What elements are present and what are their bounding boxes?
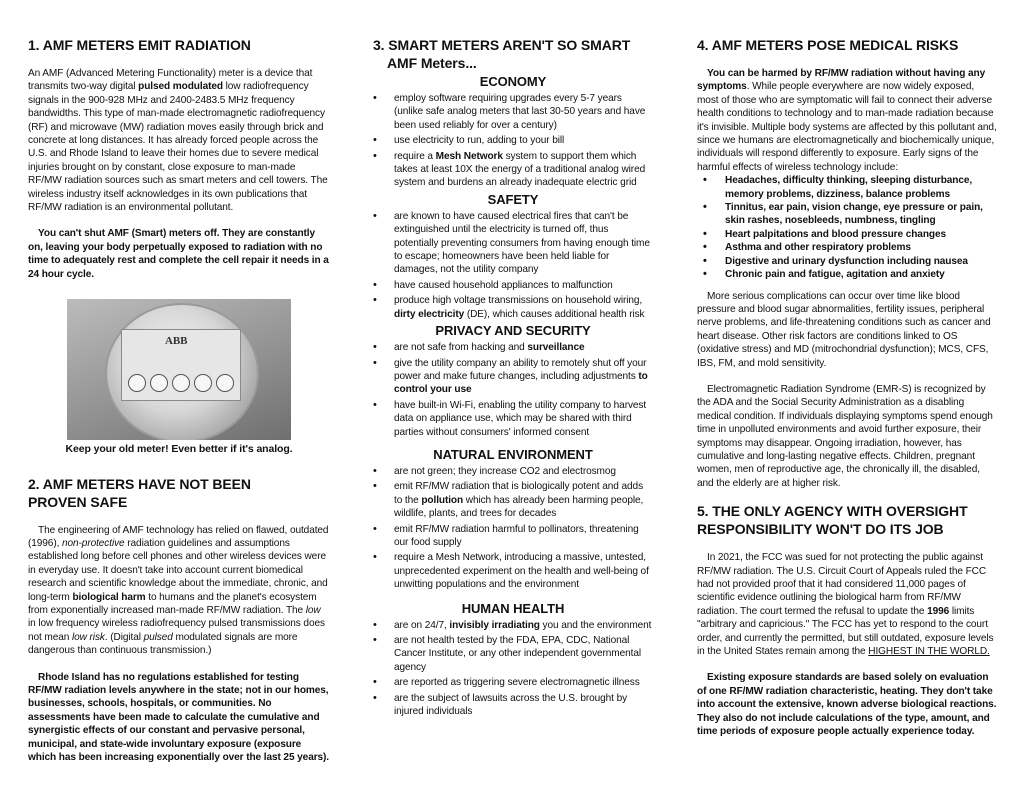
column-2 <box>373 36 653 720</box>
subsection-heading: SAFETY <box>487 191 539 207</box>
list-item <box>373 150 653 190</box>
text-run: are not green; they increase CO2 and electrosmog <box>394 465 616 477</box>
text-run: (DE), which causes additional health risk <box>464 308 645 320</box>
text-run: non-protective <box>62 537 125 549</box>
list-item <box>373 523 653 550</box>
text-run: use electricity to run, adding to your bill <box>394 135 565 147</box>
subsection-heading: NATURAL ENVIRONMENT <box>433 446 593 462</box>
column-3 <box>697 36 997 738</box>
text-run: emit RF/MW radiation harmful to pollinators, threatening our food supply <box>394 523 639 548</box>
text-run: give the utility company an ability to remotely shut off your power and make future changes, including adjustments <box>394 357 647 382</box>
meter-photo <box>67 299 291 440</box>
list-item <box>373 399 653 439</box>
list-item <box>373 480 653 520</box>
text-run: to humans and the planet's ecosystem from exponentially increased man-made RF/MW radiation. The <box>28 591 317 616</box>
text-run: you and the environment <box>539 619 652 631</box>
bullet-list <box>373 92 653 190</box>
section-3-heading-line-2: AMF Meters... <box>387 55 477 71</box>
symptom-item: • Tinnitus, ear pain, vision change, eye pressure or pain, skin rashes, nosebleeds, numbness, tingling <box>697 201 997 228</box>
list-item <box>373 465 653 478</box>
text-run: limits "arbitrary and capricious." The FCC has yet to respond to the court order, and currently the permitted, but still outdated, exposure levels in the United States remain among the <box>697 605 994 658</box>
text-run: employ software requiring upgrades every 5-7 years (unlike safe analog meters that last 30-50 years and have been used reliably for over a century) <box>394 93 646 131</box>
text-run: An AMF (Advanced Metering Functionality) meter is a device that transmits two-way digital <box>28 68 313 93</box>
bullet-list <box>373 210 653 321</box>
section-2-heading-line-2: PROVEN SAFE <box>28 493 128 510</box>
text-run: emit RF/MW radiation that is biologically potent and adds to the <box>394 481 644 506</box>
section-5-heading-line-2: RESPONSIBILITY WON'T DO ITS JOB <box>697 521 944 538</box>
symptom-item: • Digestive and urinary dysfunction including nausea <box>697 255 997 268</box>
section-1-paragraph-1 <box>28 67 330 214</box>
subsection-heading: PRIVACY AND SECURITY <box>435 323 591 339</box>
text-run: have built-in Wi-Fi, enabling the utility company to harvest data on appliance use, which may be shared with third parties without consumers' informed consent <box>394 399 647 438</box>
meter-brand-logo: ABB <box>165 335 188 348</box>
text-run: which has already been harming people, wildlife, plants, and trees for decades <box>394 494 644 520</box>
section-5-paragraph-2: Existing exposure standards are based solely on evaluation of one RF/MW radiation characteristic, heating. They don't take into account the extensive, known adverse biological reactions. They also do not include calculations of the type, amount, and time periods of exposure people actually experience today. <box>697 672 997 738</box>
text-run: surveillance <box>527 342 585 354</box>
section-3-heading-line-1: 3. SMART METERS AREN'T SO SMART <box>373 37 631 53</box>
list-item <box>373 134 653 147</box>
text-run: You can be harmed by RF/MW radiation without having any symptoms <box>697 68 986 93</box>
text-run: radiation guidelines and assumptions established long before cell phones and other wireless devices were in everyday use. It doesn't take into account current biomedical research and scientific knowledge about the immediate, chronic, and long-term <box>28 537 328 603</box>
text-run: are the subject of lawsuits across the U.S. brought by injured individuals <box>394 692 628 718</box>
section-1-heading: 1. AMF METERS EMIT RADIATION <box>28 37 251 53</box>
symptom-item: • Headaches, difficulty thinking, sleeping disturbance, memory problems, dizziness, balance problems <box>697 174 997 201</box>
section-2-heading-line-1: 2. AMF METERS HAVE NOT BEEN <box>28 475 251 492</box>
section-4-paragraph-3: Electromagnetic Radiation Syndrome (EMR-S) is recognized by the ADA and the Social Security Administration as a disabling medical condition. If individuals displaying symptoms spend enough time in unpolluted environments and avoid further exposure, their symptoms may disappear. Ongoing irradiation, however, has cumulative and long-lasting negative effects. Children, pregnant women, men of reproductive age, the chronically ill, the disabled, and the elderly are at higher risk. <box>697 383 993 489</box>
subsection-heading: HUMAN HEALTH <box>461 600 565 616</box>
text-run: system to support them which takes at least 10X the energy of a traditional analog wired system and burdens an already inadequate electric grid <box>394 150 646 189</box>
text-run: The engineering of AMF technology has relied on flawed, outdated (1996), <box>28 524 329 549</box>
text-run: . (Digital <box>104 631 144 643</box>
list-item <box>373 92 653 132</box>
section-3-lists <box>373 74 653 718</box>
text-run: invisibly irradiating <box>449 619 540 631</box>
section-4-paragraph-1 <box>697 67 997 174</box>
text-run: are reported as triggering severe electromagnetic illness <box>394 677 640 689</box>
text-run: biological harm <box>72 591 146 603</box>
text-run: produce high voltage transmissions on household wiring, <box>394 295 643 307</box>
text-run: require a <box>394 150 436 162</box>
text-run: low radiofrequency signals in the 900-928 MHz and 2400-2483.5 MHz frequency bandwidths. This type of man-made electromagnetic radiofrequency (RF) and microwave (MW) radiation moves easily through brick and concrete at long distances. It has already forced people across the U.S. and Rhode Island to leave their homes due to severe medical injuries brought on by constant, close exposure to man-made RF/MW radiation sources such as smart meters and cell towers. The wireless industry itself acknowledges in its own publications that RF/MW radiation is an environmental pollutant. <box>28 81 328 214</box>
text-run: 1996 <box>927 605 950 617</box>
list-item <box>373 210 653 277</box>
text-run: modulated signals are more dangerous than continuous transmission.) <box>28 631 298 657</box>
meter-dial <box>172 374 190 392</box>
section-1-paragraph-2: You can't shut AMF (Smart) meters off. They are constantly on, leaving your body perpetually exposed to radiation with no time to adequately rest and complete the cell repair it needs in a 24 hour cycle. <box>28 228 329 280</box>
text-run: are not safe from hacking and <box>394 342 528 354</box>
section-5-paragraph-1 <box>697 551 997 658</box>
symptom-item: • Heart palpitations and blood pressure changes <box>697 228 997 241</box>
text-run: . While people everywhere are now widely exposed, most of those who are symptomatic will fail to connect their adverse health conditions to technology and to man-made radiation because it's invisible. Multiple body systems are affected by this pollutant and, since we humans are electromagnetically and biochemically unique, individuals will respond differently to exposure. Early signs of the harmful effects of wireless technology include: <box>697 81 997 173</box>
list-item <box>373 634 653 674</box>
text-run: pollution <box>421 494 464 506</box>
text-run: to control your use <box>394 370 648 396</box>
list-item <box>373 551 653 591</box>
list-item <box>373 676 653 689</box>
meter-photo-figure <box>28 299 330 456</box>
meter-dial <box>150 374 168 392</box>
meter-dial <box>216 374 234 392</box>
text-run: pulsed <box>143 631 173 643</box>
meter-photo-caption: Keep your old meter! Even better if it's analog. <box>65 443 293 456</box>
text-run: low risk <box>72 631 105 643</box>
section-2-paragraph-1 <box>28 524 330 658</box>
list-item <box>373 279 653 292</box>
bullet-list <box>373 619 653 719</box>
text-run: pulsed modulated <box>138 81 223 93</box>
list-item <box>373 692 653 719</box>
list-item <box>373 294 653 321</box>
list-item <box>373 619 653 632</box>
symptom-list <box>697 174 997 281</box>
section-2-paragraph-2: Rhode Island has no regulations established for testing RF/MW radiation levels anywhere in the state; not in our homes, businesses, schools, hospitals, or communities. No assessments have been made to calculate the cumulative and synergistic effects of our constant and pervasive personal, municipal, and state-wide involuntary exposure (exposure which has been increasing exponentially over the last 25 years). <box>28 671 330 763</box>
list-item <box>373 341 653 354</box>
meter-dial <box>194 374 212 392</box>
subsection-heading: ECONOMY <box>479 74 547 89</box>
text-run: Mesh Network <box>435 150 503 162</box>
text-run: dirty electricity <box>394 308 465 320</box>
text-run: In 2021, the FCC was sued for not protecting the public against RF/MW radiation. The U.S. Circuit Court of Appeals ruled the FCC had not provided proof that it had considered 11,000 pages of scientific evidence outlining the biological harm from RF/MW radiation. The court termed the refusal to update the <box>697 552 987 617</box>
text-run: HIGHEST IN THE WORLD. <box>868 646 990 658</box>
column-1 <box>28 36 330 764</box>
section-4-paragraph-2: More serious complications can occur over time like blood pressure and blood sugar abnormalities, fertility issues, peripheral nerve problems, and life-threatening conditions such as cancer and heart disease. Other risk factors are conditions linked to OS (oxidative stress) and MD (mitrochondrial dysfunction); MCS, CFS, IBS, FM, and mold sensitivity. <box>697 290 991 369</box>
bullet-list <box>373 341 653 439</box>
text-run: have caused household appliances to malfunction <box>394 279 613 291</box>
text-run: low <box>305 604 321 616</box>
text-run: are not health tested by the FDA, EPA, CDC, National Cancer Institute, or any other independent governmental agency <box>394 635 642 673</box>
bullet-list <box>373 465 653 592</box>
section-5-heading-line-1: 5. THE ONLY AGENCY WITH OVERSIGHT <box>697 503 968 520</box>
meter-dial <box>128 374 146 392</box>
text-run: are on 24/7, <box>394 619 450 631</box>
text-run: require a Mesh Network, introducing a massive, untested, unprecedented experiment on the health and well-being of unwitting populations and the environment <box>394 552 649 591</box>
text-run: in low frequency wireless radiofrequency pulsed transmissions does not mean <box>28 618 325 643</box>
list-item <box>373 357 653 397</box>
section-4-heading: 4. AMF METERS POSE MEDICAL RISKS <box>697 37 959 53</box>
text-run: are known to have caused electrical fires that can't be extinguished until the electricity is turned off, thus potentially preventing consumers from having enough time to escape; homeowners have been held liable for damages, not the utility company <box>394 210 650 276</box>
symptom-item: • Asthma and other respiratory problems <box>697 241 997 254</box>
symptom-item: • Chronic pain and fatigue, agitation and anxiety <box>697 268 997 281</box>
